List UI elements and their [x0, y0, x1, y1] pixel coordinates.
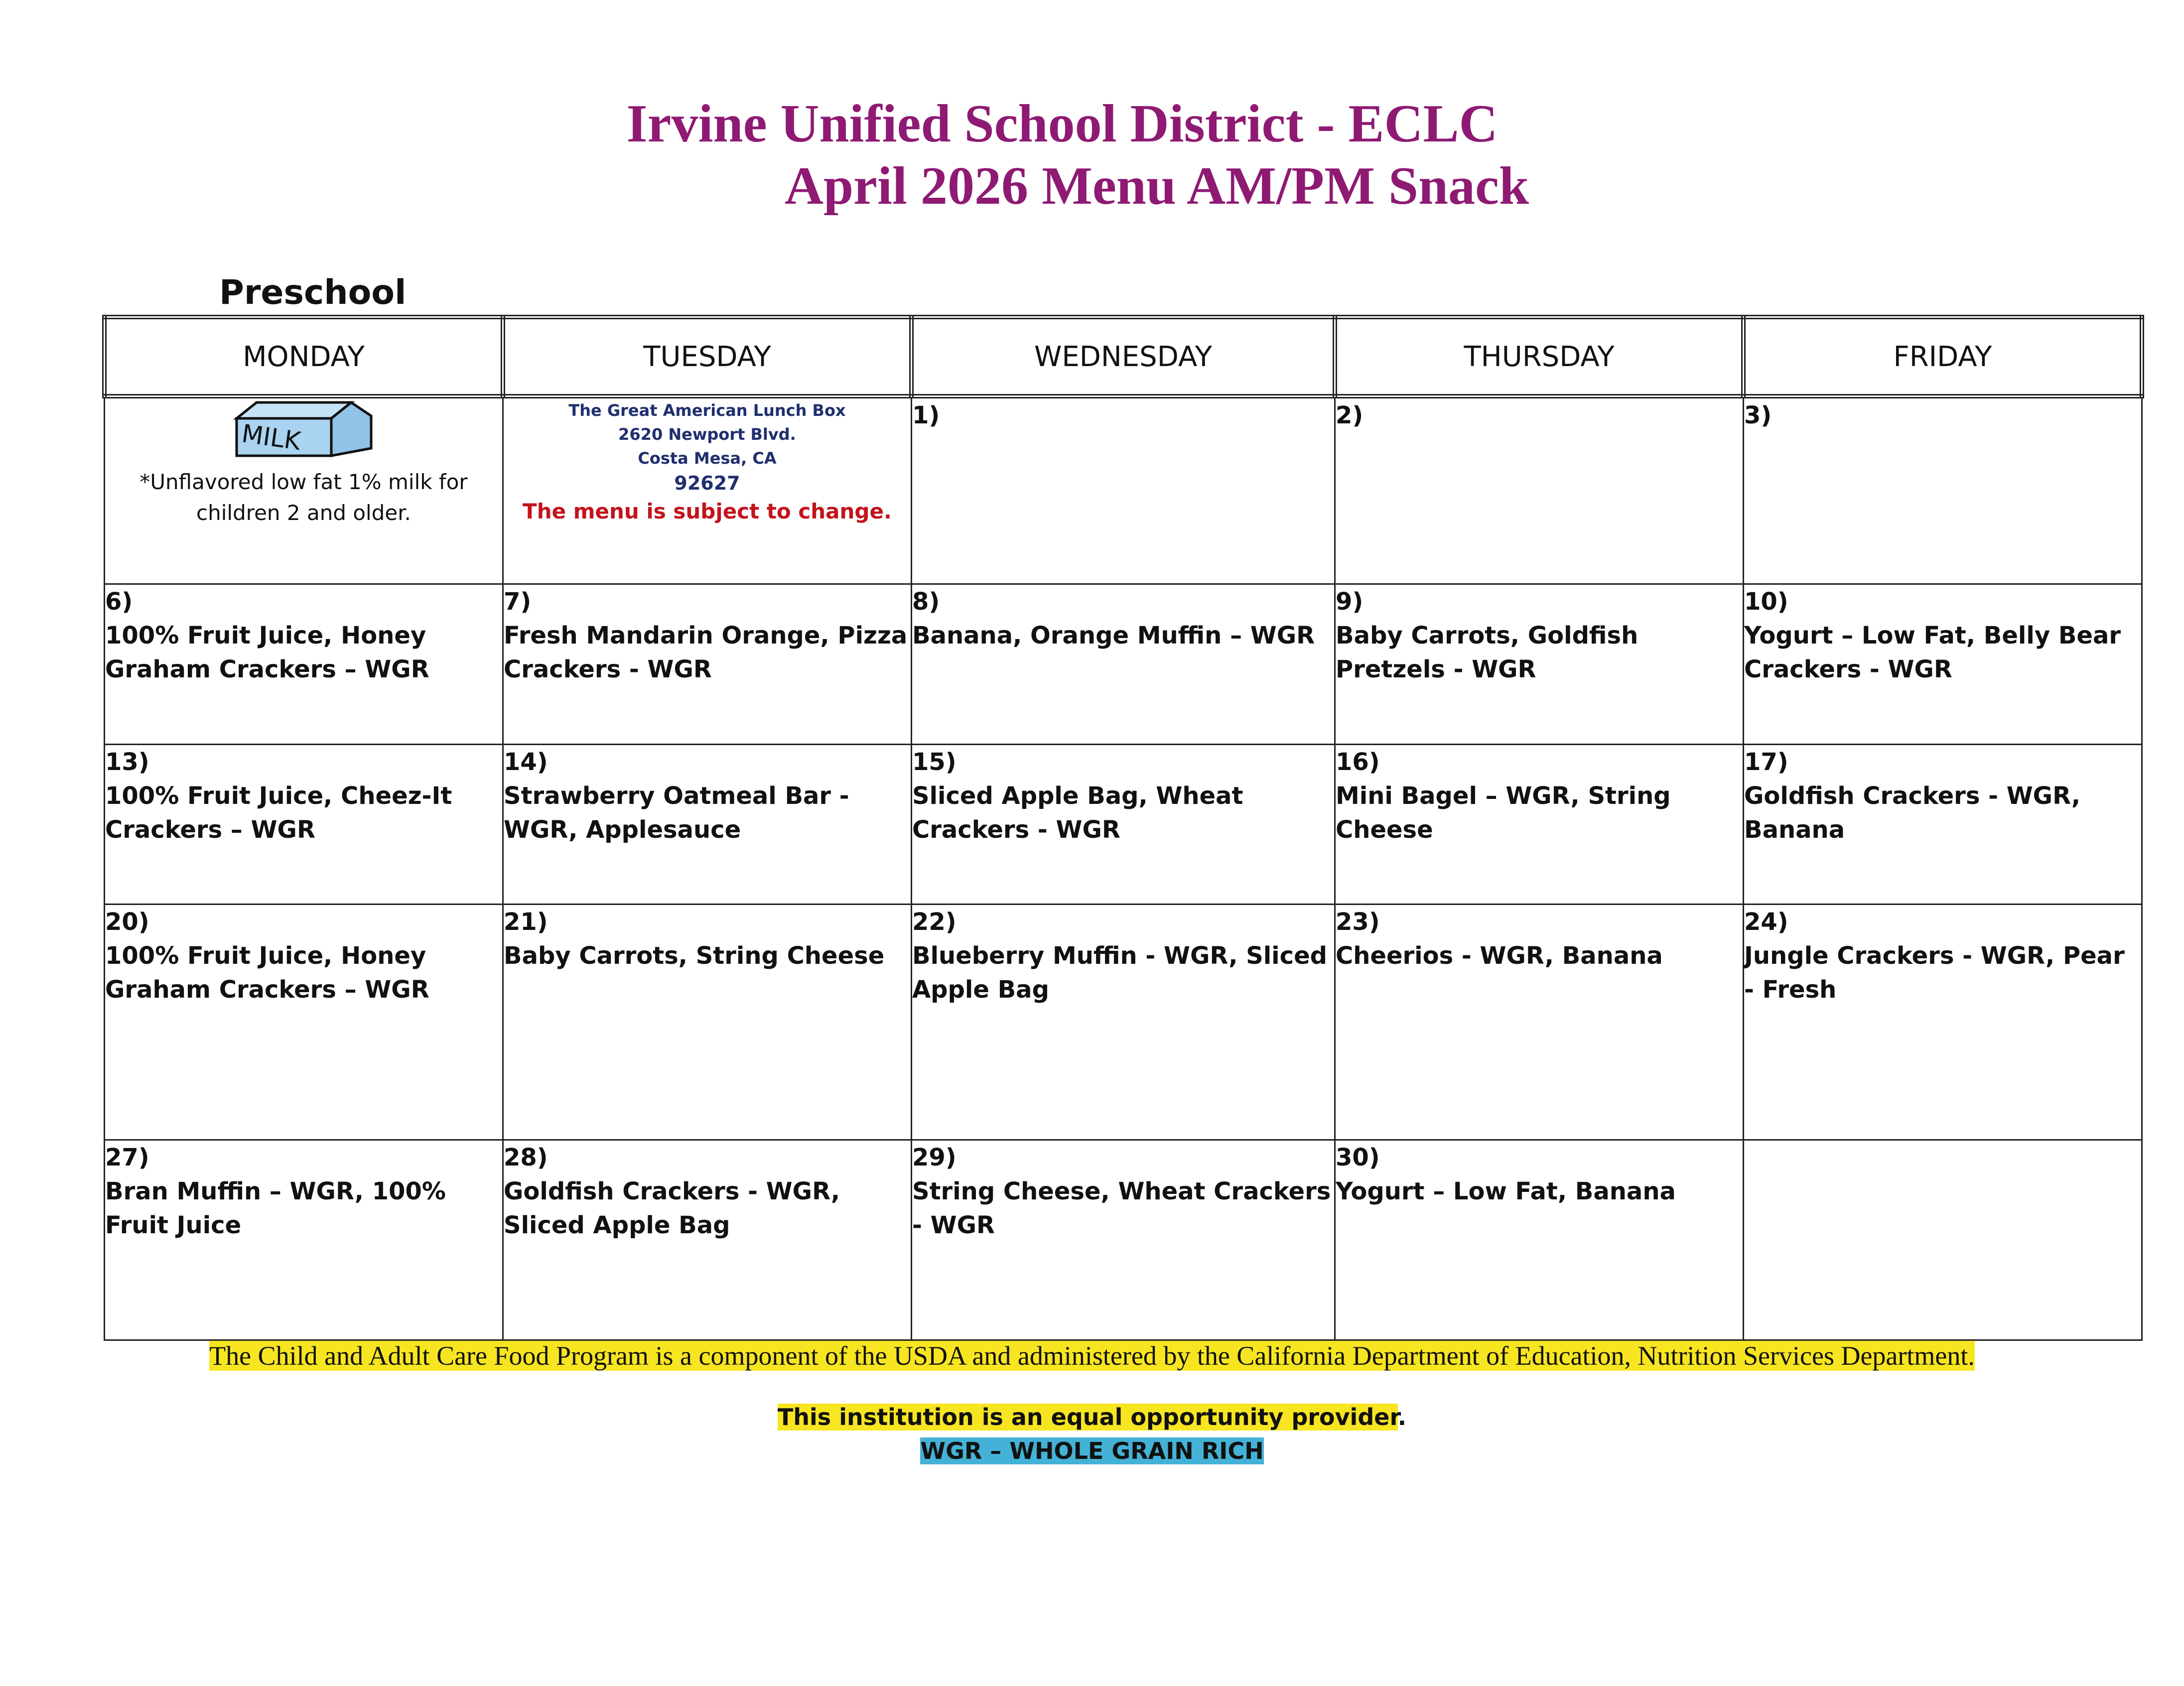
day-number: 22)	[912, 908, 956, 936]
header-wednesday: WEDNESDAY	[912, 317, 1335, 396]
equal-opportunity-line	[0, 1404, 2184, 1430]
menu-item: Baby Carrots, Goldfish Pretzels - WGR	[1336, 621, 1638, 683]
menu-item: Goldfish Crackers - WGR, Banana	[1744, 781, 2081, 844]
day-cell	[105, 744, 503, 905]
day-number: 21)	[504, 908, 548, 936]
header-thursday: THURSDAY	[1335, 317, 1744, 396]
vendor-info-cell	[503, 396, 912, 584]
vendor-street: 2620 Newport Blvd.	[618, 425, 796, 444]
day-number: 2)	[1336, 401, 1364, 429]
day-cell	[503, 1140, 912, 1340]
vendor-name: The Great American Lunch Box	[568, 401, 846, 420]
day-number: 9)	[1336, 587, 1364, 616]
milk-note: *Unflavored low fat 1% milk for children 2 and older.	[139, 470, 468, 525]
header-friday: FRIDAY	[1744, 317, 2142, 396]
day-number: 3)	[1744, 401, 1772, 429]
district-title: Irvine Unified School District - ECLC	[626, 94, 1498, 153]
header-tuesday: TUESDAY	[503, 317, 912, 396]
day-cell	[1744, 584, 2142, 744]
menu-title: April 2026 Menu AM/PM Snack	[784, 156, 1529, 216]
day-number: 17)	[1744, 748, 1788, 776]
vendor-zip: 92627	[674, 472, 740, 494]
menu-item: Mini Bagel – WGR, String Cheese	[1336, 781, 1671, 844]
milk-cell	[105, 396, 503, 584]
menu-item: Cheerios - WGR, Banana	[1336, 942, 1663, 970]
menu-item: Yogurt – Low Fat, Belly Bear Crackers - WGR	[1744, 621, 2121, 683]
week-row-4	[105, 1140, 2142, 1340]
header-monday: MONDAY	[105, 317, 503, 396]
wgr-legend-line	[0, 1437, 2184, 1464]
day-cell-2	[1335, 396, 1744, 584]
day-cell	[1335, 584, 1744, 744]
menu-item: Bran Muffin – WGR, 100% Fruit Juice	[105, 1177, 446, 1239]
day-number: 14)	[504, 748, 548, 776]
day-number: 15)	[912, 748, 956, 776]
day-cell	[105, 905, 503, 1140]
day-cell	[503, 744, 912, 905]
day-number: 20)	[105, 908, 149, 936]
menu-item: Banana, Orange Muffin – WGR	[912, 621, 1315, 649]
day-number: 30)	[1336, 1143, 1380, 1171]
menu-item: Goldfish Crackers - WGR, Sliced Apple Bag	[504, 1177, 840, 1239]
day-number: 8)	[912, 587, 940, 616]
day-number: 10)	[1744, 587, 1788, 616]
day-cell	[912, 744, 1335, 905]
menu-item: Jungle Crackers - WGR, Pear - Fresh	[1744, 942, 2125, 1004]
cacfp-statement	[0, 1340, 2184, 1372]
day-number: 6)	[105, 587, 133, 616]
day-number: 7)	[504, 587, 532, 616]
menu-change-notice: The menu is subject to change.	[523, 499, 892, 523]
menu-item: 100% Fruit Juice, Cheez-It Crackers – WGR	[105, 781, 452, 844]
week-row-2	[105, 744, 2142, 905]
day-cell	[105, 584, 503, 744]
day-cell-1	[912, 396, 1335, 584]
weekday-header-row	[105, 317, 2142, 396]
day-number: 16)	[1336, 748, 1380, 776]
day-cell	[503, 584, 912, 744]
day-cell-empty	[1744, 1140, 2142, 1340]
menu-item: Fresh Mandarin Orange, Pizza Crackers - WGR	[504, 621, 908, 683]
section-label: Preschool	[219, 273, 407, 312]
menu-item: Strawberry Oatmeal Bar - WGR, Applesauce	[504, 781, 849, 844]
week-row-0	[105, 396, 2142, 584]
wgr-legend: WGR – WHOLE GRAIN RICH	[920, 1437, 1264, 1464]
day-cell	[1335, 1140, 1744, 1340]
menu-item: Yogurt – Low Fat, Banana	[1336, 1177, 1676, 1205]
day-number: 29)	[912, 1143, 956, 1171]
milk-carton-icon	[232, 398, 376, 458]
day-number: 27)	[105, 1143, 149, 1171]
menu-calendar	[102, 315, 2144, 1341]
menu-item: Baby Carrots, String Cheese	[504, 942, 885, 970]
day-cell	[1335, 744, 1744, 905]
vendor-city: Costa Mesa, CA	[638, 449, 777, 468]
milk-icon-label: MILK	[240, 419, 302, 456]
equal-opportunity-text: This institution is an equal opportunity provider	[777, 1404, 1398, 1430]
week-row-3	[105, 905, 2142, 1140]
menu-item: Sliced Apple Bag, Wheat Crackers - WGR	[912, 781, 1243, 844]
day-cell	[912, 1140, 1335, 1340]
day-number: 28)	[504, 1143, 548, 1171]
day-cell	[1335, 905, 1744, 1140]
day-cell	[912, 905, 1335, 1140]
day-number: 23)	[1336, 908, 1380, 936]
week-row-1	[105, 584, 2142, 744]
menu-item: 100% Fruit Juice, Honey Graham Crackers – WGR	[105, 621, 429, 683]
day-cell	[1744, 744, 2142, 905]
equal-opportunity-period: .	[1397, 1404, 1407, 1430]
cacfp-text: The Child and Adult Care Food Program is a component of the USDA and administered by the California Department of Education, Nutrition Services Department.	[209, 1341, 1975, 1371]
day-cell-3	[1744, 396, 2142, 584]
day-cell	[105, 1140, 503, 1340]
day-number: 24)	[1744, 908, 1788, 936]
day-cell	[1744, 905, 2142, 1140]
day-cell	[503, 905, 912, 1140]
menu-item: Blueberry Muffin - WGR, Sliced Apple Bag	[912, 942, 1327, 1004]
day-number: 1)	[912, 401, 940, 429]
day-number: 13)	[105, 748, 149, 776]
menu-item: String Cheese, Wheat Crackers - WGR	[912, 1177, 1331, 1239]
day-cell	[912, 584, 1335, 744]
menu-item: 100% Fruit Juice, Honey Graham Crackers – WGR	[105, 942, 429, 1004]
